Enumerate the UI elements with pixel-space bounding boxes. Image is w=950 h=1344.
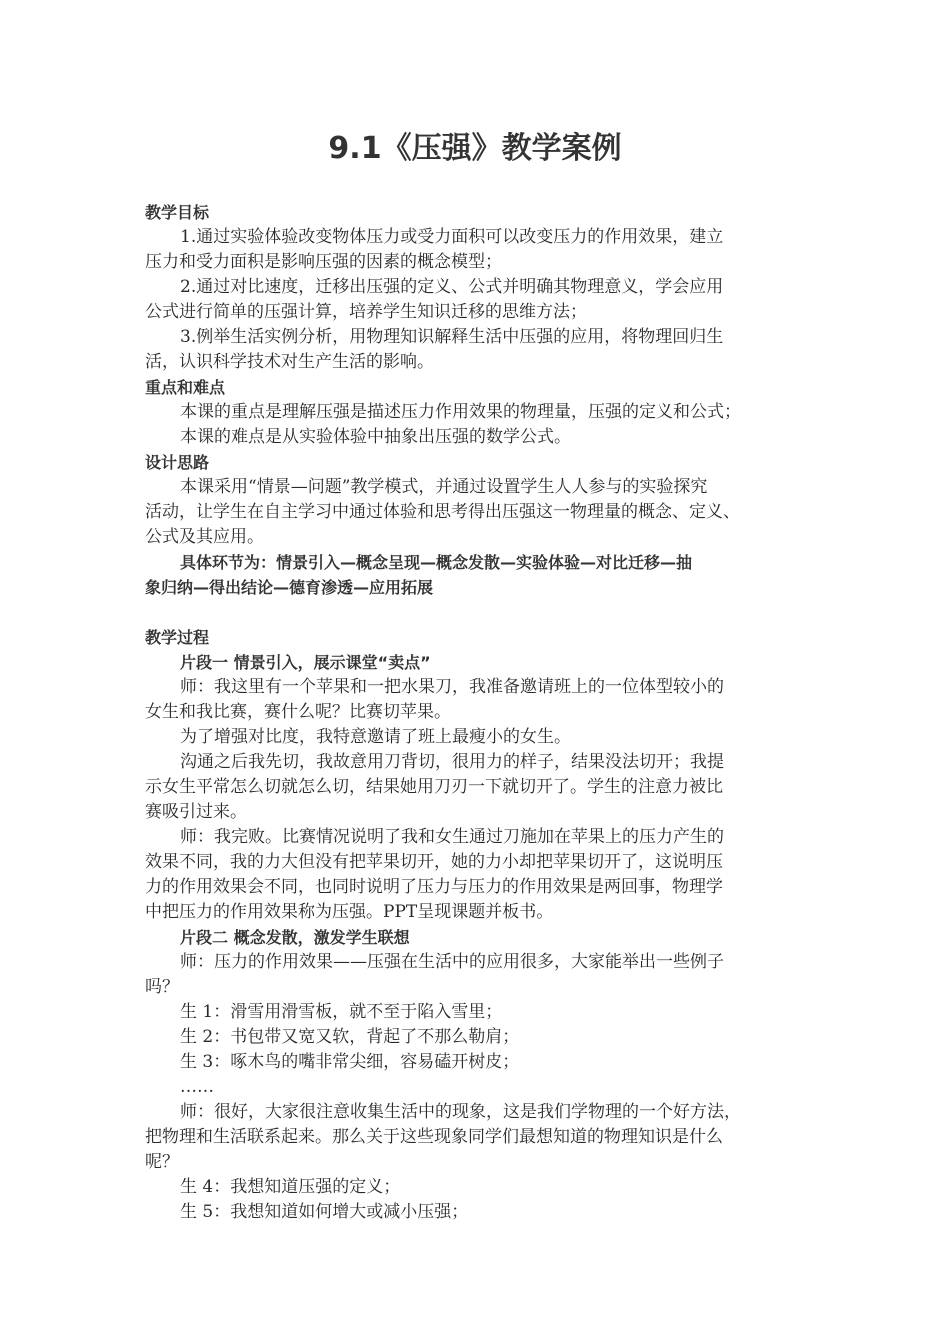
paragraph-line: 女生和我比赛，赛什么呢？比赛切苹果。 bbox=[145, 702, 451, 722]
paragraph-line: 师：压力的作用效果——压强在生活中的应用很多，大家能举出一些例子 bbox=[180, 952, 724, 972]
paragraph-line: 生 2：书包带又宽又软，背起了不那么勒肩； bbox=[180, 1027, 520, 1047]
part2-title: 片段二 概念发散，激发学生联想 bbox=[180, 928, 410, 947]
document-body bbox=[145, 200, 810, 1225]
paragraph-line: 师：我这里有一个苹果和一把水果刀，我准备邀请班上的一位体型较小的 bbox=[180, 677, 724, 697]
steps-line: 象归纳—得出结论—德育渗透—应用拓展 bbox=[145, 578, 434, 597]
paragraph-line: 生 4：我想知道压强的定义； bbox=[180, 1177, 401, 1197]
paragraph-line: 活动，让学生在自主学习中通过体验和思考得出压强这一物理量的概念、定义、 bbox=[145, 502, 740, 522]
section-heading-goals: 教学目标 bbox=[145, 203, 210, 222]
paragraph-line: 力的作用效果会不同，也同时说明了压力与压力的作用效果是两回事，物理学 bbox=[145, 877, 723, 897]
paragraph-line: 本课的难点是从实验体验中抽象出压强的数学公式。 bbox=[180, 427, 571, 447]
paragraph-line: 示女生平常怎么切就怎么切，结果她用刀刃一下就切开了。学生的注意力被比 bbox=[145, 777, 723, 797]
steps-line: 具体环节为：情景引入—概念呈现—概念发散—实验体验—对比迁移—抽 bbox=[180, 553, 693, 572]
paragraph-line: 中把压力的作用效果称为压强。PPT呈现课题并板书。 bbox=[145, 902, 554, 922]
paragraph-line: 师：我完败。比赛情况说明了我和女生通过刀施加在苹果上的压力产生的 bbox=[180, 827, 724, 847]
paragraph-line: 公式及其应用。 bbox=[145, 527, 264, 547]
paragraph-line: 把物理和生活联系起来。那么关于这些现象同学们最想知道的物理知识是什么 bbox=[145, 1127, 723, 1147]
paragraph-line: 赛吸引过来。 bbox=[145, 802, 247, 822]
paragraph-line: 2.通过对比速度，迁移出压强的定义、公式并明确其物理意义，学会应用 bbox=[180, 277, 724, 297]
paragraph-line: 本课采用“情景—问题”教学模式，并通过设置学生人人参与的实验探究 bbox=[180, 477, 708, 497]
paragraph-line: 为了增强对比度，我特意邀请了班上最瘦小的女生。 bbox=[180, 727, 571, 747]
paragraph-line: 师：很好，大家很注意收集生活中的现象，这是我们学物理的一个好方法， bbox=[180, 1102, 741, 1122]
paragraph-line: 生 1：滑雪用滑雪板，就不至于陷入雪里； bbox=[180, 1002, 503, 1022]
paragraph-line: 1.通过实验体验改变物体压力或受力面积可以改变压力的作用效果，建立 bbox=[180, 227, 724, 247]
section-heading-key-points: 重点和难点 bbox=[145, 378, 226, 397]
paragraph-line: 活，认识科学技术对生产生活的影响。 bbox=[145, 352, 434, 372]
paragraph-line: 本课的重点是理解压强是描述压力作用效果的物理量，压强的定义和公式； bbox=[180, 402, 741, 422]
section-heading-process: 教学过程 bbox=[145, 628, 210, 647]
paragraph-line: 吗？ bbox=[145, 977, 179, 997]
part1-title: 片段一 情景引入，展示课堂“卖点” bbox=[180, 653, 431, 672]
paragraph-line: 公式进行简单的压强计算，培养学生知识迁移的思维方法； bbox=[145, 302, 587, 322]
section-heading-design: 设计思路 bbox=[145, 453, 210, 472]
paragraph-line: 效果不同，我的力大但没有把苹果切开，她的力小却把苹果切开了，这说明压 bbox=[145, 852, 723, 872]
paragraph-line: 压力和受力面积是影响压强的因素的概念模型； bbox=[145, 252, 502, 272]
paragraph-line: 呢？ bbox=[145, 1152, 179, 1172]
paragraph-line: 生 5：我想知道如何增大或减小压强； bbox=[180, 1202, 469, 1222]
paragraph-line: 3.例举生活实例分析，用物理知识解释生活中压强的应用，将物理回归生 bbox=[180, 327, 724, 347]
paragraph-line: …… bbox=[180, 1077, 214, 1097]
page-title: 9.1《压强》教学案例 bbox=[328, 131, 622, 166]
paragraph-line: 沟通之后我先切，我故意用刀背切，很用力的样子，结果没法切开；我提 bbox=[180, 752, 724, 772]
spacer bbox=[145, 600, 810, 625]
paragraph-line: 生 3：啄木鸟的嘴非常尖细，容易磕开树皮； bbox=[180, 1052, 520, 1072]
